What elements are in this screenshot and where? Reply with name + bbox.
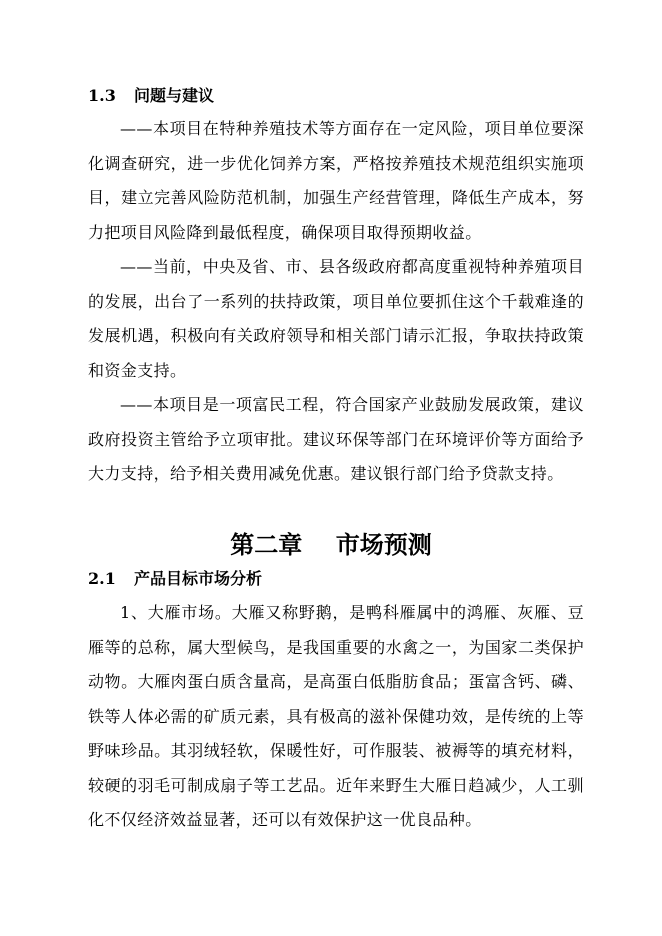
paragraph-government-recommendation: ——本项目是一项富民工程，符合国家产业鼓励发展政策，建议政府投资主管给予立项审批。建议环保等部门在环境评价等方面给予大力支持，给予相关费用减免优惠。建议银行部门给予贷款支持。 — [88, 395, 584, 483]
chapter-title: 第二章 市场预测 — [230, 530, 432, 559]
section-title: 问题与建议 — [134, 86, 215, 105]
section-number: 1.3 — [88, 86, 116, 105]
paragraph-wild-goose-market: 1、大雁市场。大雁又称野鹅，是鸭科雁属中的鸿雁、灰雁、豆雁等的总称，属大型候鸟，是我国重要的水禽之一，为国家二类保护动物。大雁肉蛋白质含量高，是高蛋白低脂肪食品；蛋富含钙、磷、铁等人体必需的矿质元素，具有极高的滋补保健功效，是传统的上等野味珍品。其羽绒轻软，保暖性好，可作服装、被褥等的填充材料，较硬的羽毛可制成扇子等工艺品。近年来野生大雁日趋减少，人工驯化不仅经济效益显著，还可以有效保护这一优良品种。 — [88, 603, 584, 829]
paragraph-policy-support: ——当前，中央及省、市、县各级政府都高度重视特种养殖项目的发展，出台了一系列的扶持政策，项目单位要抓住这个千载难逢的发展机遇，积极向有关政府领导和相关部门请示汇报，争取扶持政策和资金支持。 — [88, 257, 584, 380]
paragraph-risk-mitigation: ——本项目在特种养殖技术等方面存在一定风险，项目单位要深化调查研究，进一步优化饲养方案，严格按养殖技术规范组织实施项目，建立完善风险防范机制，加强生产经营管理，降低生产成本，努力把项目风险降到最低程度，确保项目取得预期收益。 — [88, 119, 584, 242]
section-title: 产品目标市场分析 — [134, 569, 263, 588]
section-number: 2.1 — [88, 569, 116, 588]
section-heading-1-3 — [88, 85, 584, 107]
section-heading-2-1 — [88, 568, 584, 590]
